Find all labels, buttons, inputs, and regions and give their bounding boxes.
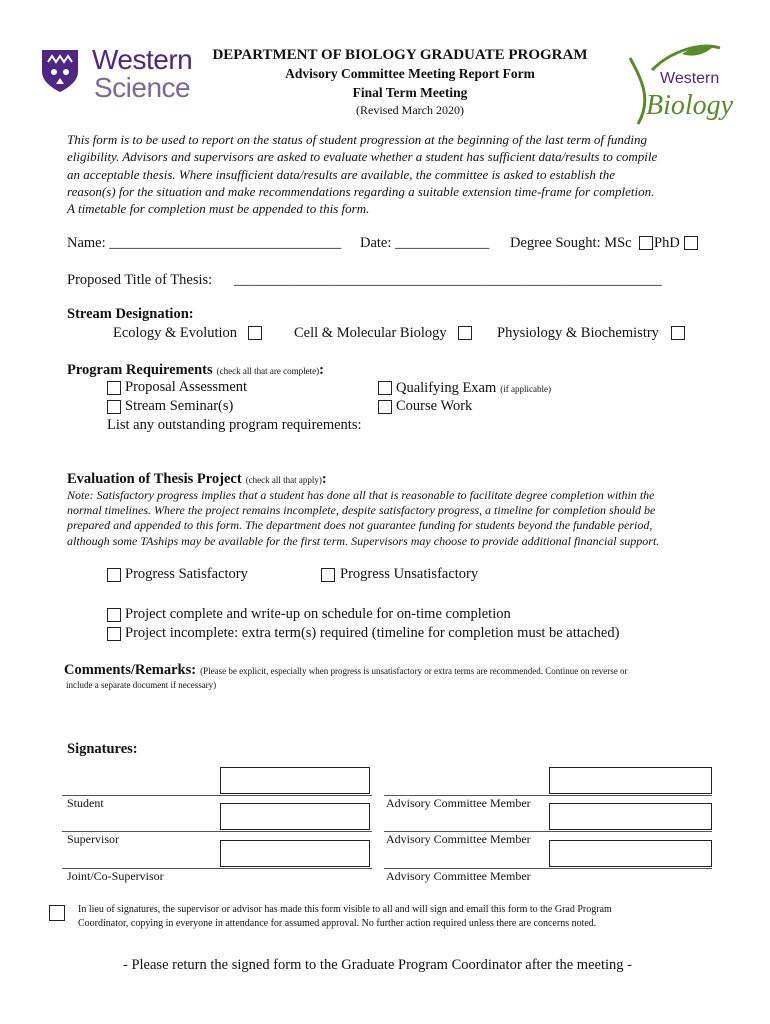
project-option-label: Project incomplete: extra term(s) required (timeline for completion must be attached) bbox=[125, 625, 620, 641]
evaluation-heading: Evaluation of Thesis Project bbox=[67, 471, 242, 487]
comments-note-line2: include a separate document if necessary) bbox=[66, 680, 217, 690]
progress-option-label: Progress Unsatisfactory bbox=[340, 566, 479, 582]
progress-option-label: Progress Satisfactory bbox=[125, 566, 248, 582]
cosupervisor-signature-box[interactable] bbox=[220, 840, 370, 867]
name-field[interactable]: Name: ________________________________ bbox=[67, 235, 342, 251]
phd-checkbox[interactable] bbox=[684, 236, 698, 250]
thesis-title-label: Proposed Title of Thesis: bbox=[67, 272, 213, 288]
supervisor-signature-box[interactable] bbox=[220, 803, 370, 830]
stream-option-label: Cell & Molecular Biology bbox=[294, 325, 447, 341]
evaluation-line: normal timelines. Where the project remains incomplete, despite satisfactory progress, a timeline for completion should be bbox=[67, 503, 656, 518]
student-signature-box[interactable] bbox=[220, 767, 370, 794]
stream-option-label: Ecology & Evolution bbox=[113, 325, 238, 341]
student-label: Student bbox=[67, 796, 104, 810]
requirements-heading: Program Requirements bbox=[67, 362, 213, 378]
evaluation-note: (check all that apply) bbox=[245, 475, 322, 485]
outstanding-requirements-label: List any outstanding program requirements: bbox=[107, 417, 362, 433]
evaluation-heading-row bbox=[67, 470, 327, 488]
stream-cell-checkbox[interactable] bbox=[458, 326, 472, 340]
progress-unsatisfactory-checkbox[interactable] bbox=[321, 568, 335, 582]
stream-heading: Stream Designation: bbox=[67, 306, 194, 322]
evaluation-line: prepared and appended to this form. The department does not guarantee funding for students beyond the fundable period, bbox=[67, 518, 653, 533]
intro-line: A timetable for completion must be appended to this form. bbox=[67, 201, 370, 217]
intro-line: reason(s) for the situation and make recommendations regarding a suitable extension time-frame for completion. bbox=[67, 183, 655, 199]
msc-checkbox[interactable] bbox=[639, 236, 653, 250]
evaluation-line: Note: Satisfactory progress implies that a student has done all that is reasonable to facilitate degree completion within the bbox=[67, 488, 655, 502]
date-field[interactable]: Date: _____________ bbox=[360, 235, 490, 251]
comments-note: (Please be explicit, especially when progress is unsatisfactory or extra terms are recommended. Continue on reverse or bbox=[200, 666, 628, 676]
member2-signature-box[interactable] bbox=[549, 803, 712, 830]
requirement-label: Proposal Assessment bbox=[125, 379, 248, 395]
lieu-line: Coordinator, copying in everyone in attendance for assumed approval. No further action required unless there are concerns noted. bbox=[78, 918, 597, 929]
stream-option-label: Physiology & Biochemistry bbox=[497, 325, 659, 341]
western-biology-logo bbox=[622, 40, 732, 130]
project-incomplete-checkbox[interactable] bbox=[107, 627, 121, 641]
form-title-line3: Final Term Meeting bbox=[352, 85, 468, 100]
revised-date: (Revised March 2020) bbox=[356, 103, 464, 117]
intro-line: This form is to be used to report on the status of student progression at the beginning of the last term of funding bbox=[67, 132, 647, 147]
form-title-line2: Advisory Committee Meeting Report Form bbox=[285, 66, 535, 81]
requirement-label: Stream Seminar(s) bbox=[125, 398, 234, 414]
signature-line bbox=[62, 795, 372, 796]
member3-signature-box[interactable] bbox=[549, 840, 712, 867]
lieu-checkbox[interactable] bbox=[49, 905, 65, 921]
intro-paragraph bbox=[67, 131, 707, 217]
coursework-checkbox[interactable] bbox=[378, 400, 392, 414]
lieu-text bbox=[78, 903, 612, 931]
intro-line: an acceptable thesis. Where insufficient data/results are available, the committee is asked to establish the bbox=[67, 166, 616, 182]
evaluation-colon: : bbox=[321, 471, 327, 487]
requirement-label: Qualifying Exam bbox=[396, 380, 497, 396]
qualifying-row bbox=[396, 379, 551, 397]
thesis-title-field[interactable]: ___________________________________________________________ bbox=[234, 272, 662, 288]
comments-heading-row bbox=[64, 661, 627, 679]
project-complete-checkbox[interactable] bbox=[107, 608, 121, 622]
evaluation-line: although some TAships may be available for the first term. Supervisors may choose to provide additional financial support. bbox=[67, 533, 660, 548]
lieu-line: In lieu of signatures, the supervisor or advisor has made this form visible to all and will sign and email this form to the Grad Program bbox=[78, 904, 612, 915]
intro-line: eligibility. Advisors and supervisors are asked to evaluate whether a student has sufficient data/results to compile bbox=[67, 149, 658, 165]
return-instructions: - Please return the signed form to the Graduate Program Coordinator after the meeting - bbox=[123, 957, 632, 973]
phd-label: PhD bbox=[654, 235, 680, 251]
degree-label: Degree Sought: MSc bbox=[510, 235, 632, 251]
member1-signature-box[interactable] bbox=[549, 767, 712, 794]
cosupervisor-label: Joint/Co-Supervisor bbox=[67, 869, 164, 883]
project-option-label: Project complete and write-up on schedule for on-time completion bbox=[125, 606, 511, 622]
logo-right-line1: Western bbox=[660, 70, 720, 87]
seminar-checkbox[interactable] bbox=[107, 400, 121, 414]
requirement-label: Course Work bbox=[396, 398, 473, 414]
form-title-line1: DEPARTMENT OF BIOLOGY GRADUATE PROGRAM bbox=[212, 47, 588, 63]
member-label: Advisory Committee Member bbox=[386, 869, 531, 883]
requirements-note: (check all that are complete) bbox=[216, 366, 320, 376]
stream-physiology-checkbox[interactable] bbox=[671, 326, 685, 340]
stream-ecology-checkbox[interactable] bbox=[248, 326, 262, 340]
qualifying-checkbox[interactable] bbox=[378, 381, 392, 395]
requirements-heading-row bbox=[67, 361, 324, 379]
requirements-colon: : bbox=[319, 362, 324, 378]
comments-heading: Comments/Remarks: bbox=[64, 662, 197, 678]
qualifying-note: (if applicable) bbox=[500, 384, 552, 394]
logo-right-line2: Biology bbox=[646, 90, 734, 121]
evaluation-paragraph bbox=[67, 488, 707, 549]
signatures-heading: Signatures: bbox=[67, 741, 138, 757]
progress-satisfactory-checkbox[interactable] bbox=[107, 568, 121, 582]
member-label: Advisory Committee Member bbox=[386, 832, 531, 846]
logo-left-line1: Western bbox=[92, 44, 193, 75]
shield-icon bbox=[40, 48, 80, 94]
supervisor-label: Supervisor bbox=[67, 832, 119, 846]
logo-left-line2: Science bbox=[94, 72, 191, 103]
member-label: Advisory Committee Member bbox=[386, 796, 531, 810]
proposal-checkbox[interactable] bbox=[107, 381, 121, 395]
